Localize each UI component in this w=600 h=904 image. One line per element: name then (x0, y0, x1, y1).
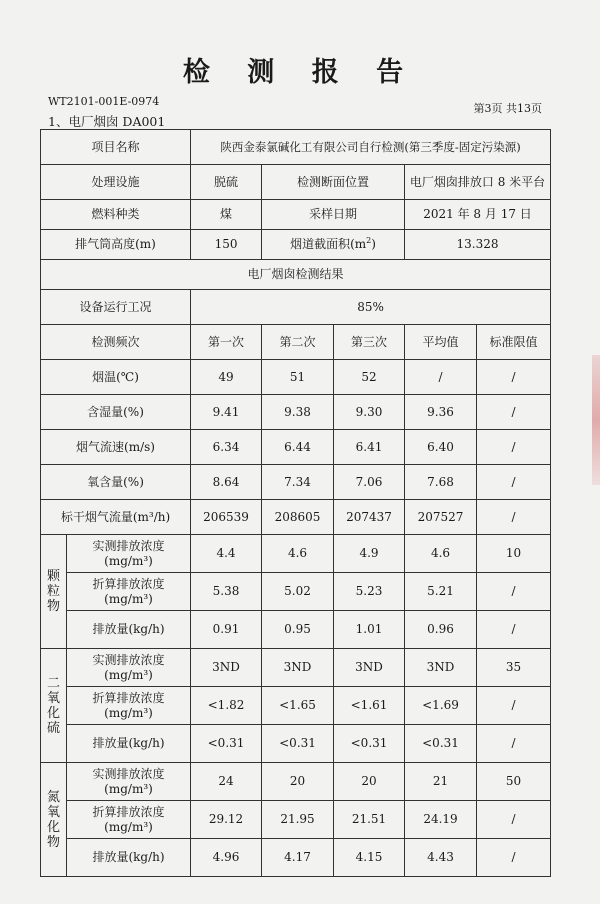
cell-v2: 21.95 (262, 801, 334, 839)
col-header-limit: 标准限值 (477, 325, 551, 360)
row-label: 烟气流速(m/s) (41, 430, 191, 465)
conc-unit: (mg/m³) (104, 705, 153, 720)
cell-limit: 35 (477, 649, 551, 687)
conc-unit: (mg/m³) (104, 553, 153, 568)
cell-v1: 0.91 (191, 611, 262, 649)
cell-v1: 5.38 (191, 573, 262, 611)
cell-v1: 6.34 (191, 430, 262, 465)
page-info: 第3页 共13页 (473, 102, 542, 115)
project-name-label: 项目名称 (41, 130, 191, 165)
cell-avg: 4.43 (405, 839, 477, 877)
cell-limit: / (477, 465, 551, 500)
row-label: 氧含量(%) (41, 465, 191, 500)
col-header-3: 第三次 (334, 325, 405, 360)
cell-v2: 5.02 (262, 573, 334, 611)
cell-v1: 4.4 (191, 535, 262, 573)
cell-v3: <1.61 (334, 687, 405, 725)
conc-unit: (mg/m³) (104, 591, 153, 606)
row-label: 标干烟气流量(m³/h) (41, 500, 191, 535)
table-row (41, 649, 551, 687)
cell-v3: 6.41 (334, 430, 405, 465)
cell-limit: 10 (477, 535, 551, 573)
operation-row (41, 290, 551, 325)
results-title: 电厂烟囱检测结果 (41, 260, 551, 290)
row-label: 排放量(kg/h) (67, 611, 191, 649)
cell-v1: <0.31 (191, 725, 262, 763)
flue-area-label-text: 烟道截面积(m (290, 237, 367, 251)
red-stamp-edge (592, 355, 600, 485)
row-label: 烟温(℃) (41, 360, 191, 395)
cell-v3: 4.9 (334, 535, 405, 573)
col-header-item: 检测频次 (41, 325, 191, 360)
cell-v1: 49 (191, 360, 262, 395)
cell-v3: 4.15 (334, 839, 405, 877)
table-row (41, 535, 551, 573)
cell-v2: 9.38 (262, 395, 334, 430)
cell-v2: 6.44 (262, 430, 334, 465)
flue-area-close: ) (371, 237, 376, 251)
operation-value: 85% (191, 290, 551, 325)
fuel-label: 燃料种类 (41, 200, 191, 230)
converted-conc-label: 折算排放浓度 (92, 690, 165, 705)
row-label: 排放量(kg/h) (67, 839, 191, 877)
row-label (67, 649, 191, 687)
table-row (41, 801, 551, 839)
cell-v3: 7.06 (334, 465, 405, 500)
cell-v2: 3ND (262, 649, 334, 687)
col-header-avg: 平均值 (405, 325, 477, 360)
cell-limit: / (477, 687, 551, 725)
cell-limit: / (477, 573, 551, 611)
group-label-particulate: 颗 粒 物 (41, 535, 67, 649)
flue-area-value: 13.328 (405, 230, 551, 260)
report-title: 检 测 报 告 (182, 57, 418, 88)
cell-v1: 29.12 (191, 801, 262, 839)
cell-avg: 24.19 (405, 801, 477, 839)
cell-v2: 20 (262, 763, 334, 801)
info-row-fuel (41, 200, 551, 230)
info-row-facility (41, 165, 551, 200)
cell-limit: / (477, 500, 551, 535)
cell-avg: 21 (405, 763, 477, 801)
col-header-2: 第二次 (262, 325, 334, 360)
cell-v2: <1.65 (262, 687, 334, 725)
cell-avg: 7.68 (405, 465, 477, 500)
cell-limit: 50 (477, 763, 551, 801)
cell-v1: <1.82 (191, 687, 262, 725)
cell-v3: <0.31 (334, 725, 405, 763)
section-position-value: 电厂烟囱排放口 8 米平台 (405, 165, 551, 200)
cell-v1: 8.64 (191, 465, 262, 500)
cell-avg: 207527 (405, 500, 477, 535)
cell-v2: 51 (262, 360, 334, 395)
row-label: 排放量(kg/h) (67, 725, 191, 763)
cell-limit: / (477, 360, 551, 395)
cell-v3: 1.01 (334, 611, 405, 649)
sample-date-value: 2021 年 8 月 17 日 (405, 200, 551, 230)
cell-limit: / (477, 839, 551, 877)
section-position-label: 检测断面位置 (262, 165, 405, 200)
row-label: 含湿量(%) (41, 395, 191, 430)
cell-avg: <0.31 (405, 725, 477, 763)
cell-avg: <1.69 (405, 687, 477, 725)
cell-v3: 52 (334, 360, 405, 395)
cell-avg: 4.6 (405, 535, 477, 573)
conc-unit: (mg/m³) (104, 819, 153, 834)
converted-conc-label: 折算排放浓度 (92, 576, 165, 591)
row-label (67, 535, 191, 573)
cell-limit: / (477, 611, 551, 649)
cell-v3: 20 (334, 763, 405, 801)
table-row (41, 573, 551, 611)
row-label (67, 801, 191, 839)
measured-conc-label: 实测排放浓度 (92, 652, 165, 667)
table-row (41, 687, 551, 725)
stack-height-label: 排气筒高度(m) (41, 230, 191, 260)
cell-v3: 21.51 (334, 801, 405, 839)
measured-conc-label: 实测排放浓度 (92, 538, 165, 553)
table-row (41, 611, 551, 649)
facility-value: 脱硫 (191, 165, 262, 200)
flue-area-sup: 2 (366, 236, 372, 245)
conc-unit: (mg/m³) (104, 781, 153, 796)
converted-conc-label: 折算排放浓度 (92, 804, 165, 819)
table-row (41, 360, 551, 395)
stack-height-value: 150 (191, 230, 262, 260)
cell-avg: 9.36 (405, 395, 477, 430)
row-label (67, 687, 191, 725)
row-label (67, 573, 191, 611)
cell-v1: 9.41 (191, 395, 262, 430)
cell-v3: 207437 (334, 500, 405, 535)
sample-date-label: 采样日期 (262, 200, 405, 230)
cell-v1: 3ND (191, 649, 262, 687)
cell-v2: 4.6 (262, 535, 334, 573)
operation-label: 设备运行工况 (41, 290, 191, 325)
cell-limit: / (477, 725, 551, 763)
cell-v2: 0.95 (262, 611, 334, 649)
cell-v1: 24 (191, 763, 262, 801)
info-row-stack (41, 230, 551, 260)
group-label-so2: 二 氧 化 硫 (41, 649, 67, 763)
cell-v3: 9.30 (334, 395, 405, 430)
cell-avg: / (405, 360, 477, 395)
table-row (41, 839, 551, 877)
results-title-row (41, 260, 551, 290)
fuel-value: 煤 (191, 200, 262, 230)
measured-conc-label: 实测排放浓度 (92, 766, 165, 781)
cell-limit: / (477, 430, 551, 465)
col-header-1: 第一次 (191, 325, 262, 360)
flue-area-label (262, 230, 405, 260)
cell-avg: 6.40 (405, 430, 477, 465)
table-row (41, 395, 551, 430)
cell-avg: 0.96 (405, 611, 477, 649)
cell-v3: 3ND (334, 649, 405, 687)
results-table (40, 129, 551, 877)
group-label-nox: 氮 氧 化 物 (41, 763, 67, 877)
report-code: WT2101-001E-0974 (48, 95, 160, 108)
cell-limit: / (477, 801, 551, 839)
facility-label: 处理设施 (41, 165, 191, 200)
table-row (41, 763, 551, 801)
column-header-row (41, 325, 551, 360)
cell-v1: 4.96 (191, 839, 262, 877)
cell-avg: 5.21 (405, 573, 477, 611)
section-title: 1、电厂烟囱 DA001 (48, 114, 166, 129)
cell-v2: 7.34 (262, 465, 334, 500)
cell-v1: 206539 (191, 500, 262, 535)
conc-unit: (mg/m³) (104, 667, 153, 682)
table-row (41, 465, 551, 500)
cell-v3: 5.23 (334, 573, 405, 611)
row-label (67, 763, 191, 801)
cell-avg: 3ND (405, 649, 477, 687)
table-row (41, 430, 551, 465)
cell-limit: / (477, 395, 551, 430)
table-row (41, 725, 551, 763)
cell-v2: 4.17 (262, 839, 334, 877)
project-name-value: 陕西金泰氯碱化工有限公司自行检测(第三季度-固定污染源) (191, 130, 551, 165)
cell-v2: <0.31 (262, 725, 334, 763)
cell-v2: 208605 (262, 500, 334, 535)
table-row (41, 500, 551, 535)
info-row-project (41, 130, 551, 165)
